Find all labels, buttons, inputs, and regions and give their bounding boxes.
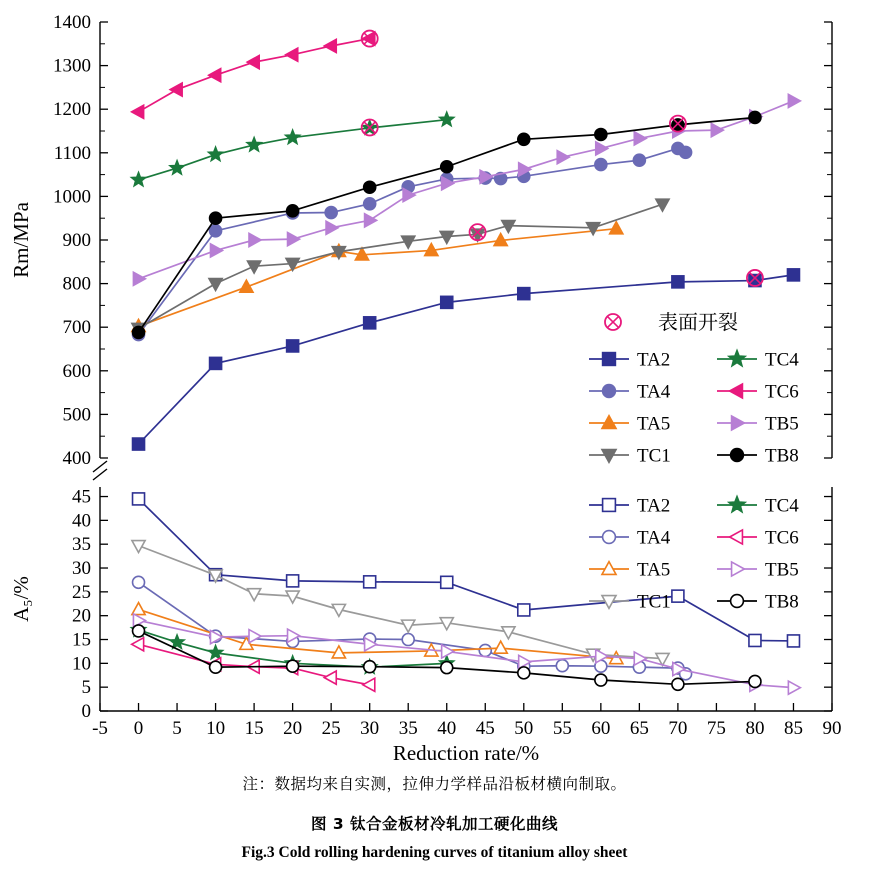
data-point (170, 161, 184, 175)
bottom-y-tick-label: 30 (72, 558, 91, 580)
bottom-y-tick-label: 5 (81, 677, 91, 699)
data-point (324, 671, 336, 684)
crack-marker-icon (605, 314, 621, 330)
x-tick-label: 85 (783, 718, 803, 739)
data-point (557, 151, 569, 164)
legend-crack-entry (605, 311, 738, 334)
x-tick-label: 20 (283, 718, 303, 739)
legend-marker-icon (730, 384, 743, 398)
series-line (139, 620, 794, 687)
data-point (209, 279, 222, 291)
data-point (441, 662, 453, 674)
data-point (711, 124, 723, 137)
data-point (364, 181, 376, 193)
data-point (595, 674, 607, 686)
x-tick-label: 90 (822, 718, 842, 739)
data-point (440, 112, 454, 126)
x-tick-label: -5 (92, 718, 108, 739)
data-point (288, 233, 300, 246)
data-point (324, 39, 336, 52)
data-point (364, 576, 376, 588)
data-point (249, 233, 261, 246)
axes-group (9, 12, 842, 760)
legend-item-TA4[interactable] (589, 382, 671, 403)
legend-label: TB8 (765, 591, 799, 613)
data-point (364, 198, 376, 210)
data-point (133, 438, 145, 450)
legend-item-TA4[interactable] (589, 528, 671, 549)
bottom-y-tick-label: 40 (72, 510, 91, 532)
data-point (441, 161, 453, 173)
legend-item-TC1[interactable] (589, 592, 671, 613)
data-point (133, 326, 145, 338)
legend-item-TA5[interactable] (589, 560, 670, 581)
data-point (441, 576, 453, 588)
top-y-tick-label: 1000 (53, 186, 91, 208)
data-point (247, 56, 259, 69)
top-y-tick-label: 800 (62, 273, 91, 295)
data-point (132, 603, 145, 615)
top-y-tick-label: 1200 (53, 99, 91, 121)
legend-marker-icon (732, 562, 745, 576)
legend-item-TB5[interactable] (717, 414, 799, 435)
bottom-y-tick-label: 20 (72, 605, 91, 627)
data-point (596, 142, 608, 155)
data-point (494, 641, 507, 653)
data-point (518, 667, 530, 679)
legend-marker-icon (603, 531, 616, 544)
data-point (248, 261, 261, 273)
bottom-y-tick-label: 45 (72, 486, 91, 508)
legend-item-TA2[interactable] (589, 350, 670, 371)
figure-caption-cn: 图 3 钛合金板材冷轧加工硬化曲线 (310, 815, 559, 833)
data-point (364, 661, 376, 673)
legend-marker-icon (732, 416, 745, 430)
data-point (287, 660, 299, 672)
legend-label: TA4 (637, 527, 671, 549)
x-tick-label: 70 (668, 718, 688, 739)
data-point (518, 288, 530, 300)
legend-marker-icon (603, 385, 616, 398)
data-point (672, 119, 684, 131)
data-point (210, 212, 222, 224)
x-tick-label: 25 (321, 718, 341, 739)
bottom-y-tick-label: 15 (72, 629, 91, 651)
x-tick-label: 30 (360, 718, 380, 739)
data-point (634, 132, 646, 145)
legend-marker-icon (602, 416, 616, 429)
series-tensile-strength-TC6 (132, 32, 375, 118)
data-point (210, 357, 222, 369)
data-point (170, 83, 182, 96)
data-point (402, 620, 415, 632)
x-axis-label: Reduction rate/% (392, 741, 540, 760)
data-point (633, 154, 645, 166)
legend-marker-icon (603, 499, 616, 512)
legend-label: TA2 (637, 495, 671, 517)
series-elongation-TA5 (132, 603, 623, 664)
data-point (133, 625, 145, 637)
x-tick-label: 40 (437, 718, 457, 739)
x-tick-label: 65 (629, 718, 649, 739)
data-point (208, 147, 222, 161)
data-point (749, 675, 761, 687)
legend-label: TB5 (765, 413, 799, 435)
data-point (442, 645, 454, 658)
legend-label: TA5 (637, 559, 671, 581)
legend-label: TC6 (765, 527, 799, 549)
legend-item-TA2[interactable] (589, 496, 670, 517)
legend-marker-icon (729, 350, 746, 366)
data-point (287, 575, 299, 587)
data-point (441, 296, 453, 308)
legend-label: TA2 (637, 349, 671, 371)
top-y-tick-label: 700 (62, 317, 91, 339)
x-tick-label: 45 (475, 718, 495, 739)
legend-marker-icon (602, 450, 616, 463)
data-point (133, 576, 145, 588)
data-point (287, 205, 299, 217)
legend-label: TB5 (765, 559, 799, 581)
legend-label: TA5 (637, 413, 671, 435)
data-point (210, 661, 222, 673)
data-point (672, 590, 684, 602)
data-point (131, 172, 145, 186)
x-tick-label: 50 (514, 718, 534, 739)
data-point (365, 214, 377, 227)
data-point (209, 69, 221, 82)
legend-label: TC4 (765, 349, 799, 371)
bottom-y-tick-label: 10 (72, 653, 91, 675)
series-line (139, 275, 794, 444)
legend-label: TA4 (637, 381, 671, 403)
data-point (787, 269, 799, 281)
series-tensile-strength-TA5 (132, 222, 623, 332)
x-tick-label: 80 (745, 718, 765, 739)
data-point (672, 678, 684, 690)
bottom-y-tick-label: 0 (81, 701, 91, 722)
data-point (680, 146, 692, 158)
legend-item-TB5[interactable] (717, 560, 799, 581)
x-tick-label: 35 (398, 718, 418, 739)
data-point (285, 130, 299, 144)
legend-label: TC1 (637, 445, 671, 467)
legend-item-TC4[interactable] (717, 350, 799, 371)
top-y-tick-label: 1400 (53, 12, 91, 33)
legend-group (589, 311, 799, 613)
top-y-tick-label: 900 (62, 230, 91, 251)
top-y-tick-label: 600 (62, 360, 91, 382)
data-point (210, 225, 222, 237)
legend-marker-icon (731, 595, 744, 608)
data-point (132, 105, 144, 118)
legend-marker-icon (731, 449, 744, 462)
legend-item-TB8[interactable] (717, 446, 799, 467)
series-line (139, 101, 794, 279)
series-line (139, 499, 794, 641)
legend-item-TA5[interactable] (589, 414, 670, 435)
data-point (479, 644, 491, 656)
top-y-tick-label: 1300 (53, 55, 91, 77)
bottom-y-tick-label: 35 (72, 534, 91, 556)
legend-marker-icon (603, 353, 616, 366)
data-point (133, 493, 145, 505)
data-point (556, 660, 568, 672)
data-point (749, 111, 761, 123)
legend-marker-icon (729, 496, 746, 512)
data-point (287, 340, 299, 352)
data-point (595, 159, 607, 171)
data-point (587, 223, 600, 235)
series-tensile-strength-TC4 (131, 112, 454, 186)
legend-marker-icon (602, 562, 616, 575)
legend-label: TC6 (765, 381, 799, 403)
data-point (518, 133, 530, 145)
legend-item-TC4[interactable] (717, 496, 799, 517)
series-elongation-TA2 (133, 493, 800, 647)
legend-item-TC6[interactable] (717, 382, 799, 403)
data-point (326, 221, 338, 234)
data-point (610, 222, 623, 234)
x-tick-label: 60 (591, 718, 611, 739)
data-point (788, 94, 800, 107)
legend-label: TB8 (765, 445, 799, 467)
figure-caption-en: Fig.3 Cold rolling hardening curves of titanium alloy sheet (241, 844, 628, 861)
legend-crack-label: 表面开裂 (658, 312, 738, 334)
top-y-tick-label: 1100 (53, 142, 91, 164)
data-point (672, 276, 684, 288)
data-point (133, 272, 145, 285)
legend-label: TC1 (637, 591, 671, 613)
top-y-tick-label: 500 (62, 404, 91, 426)
data-point (402, 634, 414, 646)
data-point (595, 128, 607, 140)
data-point (210, 244, 222, 257)
x-tick-label: 5 (172, 718, 182, 739)
legend-item-TC6[interactable] (717, 528, 799, 549)
data-point (518, 604, 530, 616)
x-tick-label: 0 (133, 718, 144, 739)
top-y-axis-label: Rm/MPa (9, 202, 33, 278)
bottom-y-axis-label: A₅/% (9, 576, 33, 622)
series-tensile-strength-TA2 (133, 269, 800, 450)
data-point (787, 635, 799, 647)
legend-label: TC4 (765, 495, 799, 517)
x-tick-label: 10 (206, 718, 226, 739)
data-point (788, 681, 800, 694)
data-point (249, 630, 261, 643)
legend-item-TB8[interactable] (717, 592, 799, 613)
data-point (286, 48, 298, 61)
data-point (363, 678, 375, 691)
legend-marker-icon (730, 530, 743, 544)
top-y-tick-label: 400 (62, 448, 91, 469)
data-point (325, 207, 337, 219)
data-point (749, 634, 761, 646)
data-point (247, 137, 261, 151)
data-point (364, 317, 376, 329)
figure-note: 注：数据均来自实测，拉伸力学样品沿板材横向制取。 (242, 775, 627, 793)
x-tick-label: 55 (552, 718, 572, 739)
legend-item-TC1[interactable] (589, 446, 671, 467)
x-tick-label: 75 (706, 718, 726, 739)
bottom-y-tick-label: 25 (72, 581, 91, 603)
x-tick-label: 15 (244, 718, 264, 739)
data-group (131, 31, 800, 695)
data-point (132, 638, 144, 651)
